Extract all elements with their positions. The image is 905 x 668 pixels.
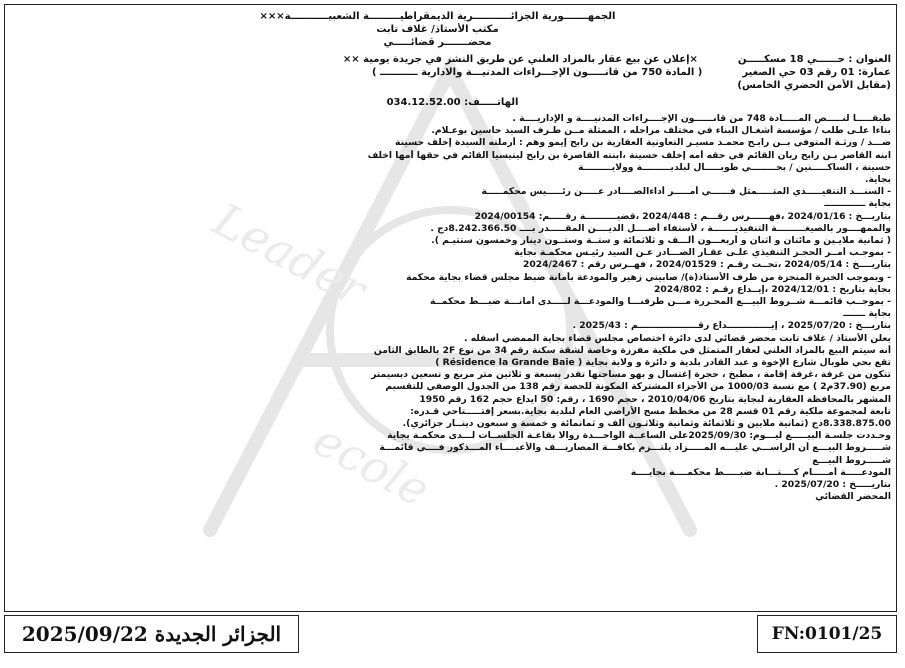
body-line: ضـــد / ورثـة المتوفي بــن رابـح محمـد مسيـر التعاونية العقارية بن رابح إيمو وهم : أرملته السيدة إخلف حسينة (395, 137, 891, 149)
body-line: - وبموجب الخبرة المنجزة من طرف الأستاذ(ة)/ صابيني زهير والمودعة بأمانة ضبط مجلس قضاء بجاية محكمة (406, 271, 891, 283)
body-line: طبقـــــا لنـــــص المـــــادة 748 من قانــــــون الإجــــراءات المدنيــــة و الإداريــــة . (512, 113, 891, 124)
body-line: تابعة لمجموعة ملكية رقم 01 قسم 28 من مخطط مسح الأراضي العام لبلدية بجاية.بسعر إفتـــــتاحي قـدره: (410, 405, 891, 417)
body-line: - بموجـب أمــر الحجـز التنفيذي علـى عقـار الصـــادر عـن السيد رئيـس محكمـة بجاية (514, 247, 891, 259)
newspaper-date-box: الجزائر الجديدة 2025/09/22 (4, 615, 299, 653)
svg-text:Leader: Leader (204, 192, 375, 317)
building-label: عمارة: 01 رقم 03 حي الصغير (742, 67, 891, 78)
body-line: ( ثمانية ملايـين و مائتان و اثنان و أربعـــون ألـــف و ثلاثمائة و ستــة وستــون دينار وخمسون سنتيـم ). (431, 235, 891, 247)
role-heading: محضـــــــر قضائـــــي (383, 37, 492, 48)
svg-text:ecole: ecole (304, 412, 439, 518)
body-line: بتاريـــخ : 2024/01/16 ،فهــــــرس رقـــم : 2024/448 ،قضيــــــــــة رقـــــم: 2024/00154 (474, 210, 891, 222)
phone-number: الهاتـــــف: 034.12.52.00 (386, 97, 519, 108)
body-line: بجاية. (864, 174, 891, 186)
signature-label: المحضر القضائي (815, 491, 891, 503)
notice-title: ×إعلان عن بيع عقار بالمزاد العلني عن طريق النشر في جريدة يومية ×× (342, 54, 698, 65)
address-row-2 (14, 66, 891, 79)
body-line: حسينة ، الساكـــــنين / بحــــــــي طوبـــــال لبلديـــــــــة وولايـــــــــة (577, 161, 891, 173)
body-line: بجاية ـــــــ (843, 308, 891, 320)
body-line: مربع (37.90م2 ) مع نسبة 1000/03 من الأجزاء المشتركة المكونة للحصة رقم 138 من الجدول الوصفي للتقسيم (385, 381, 891, 393)
body-line: وحـددت جلسـة البيـــــع ليـــوم: 2025/09/30على الساعــة الواحـــدة زوالا بقاعـة الجلســات لـــدى محكمـة بجاية (387, 430, 891, 442)
address-row (14, 53, 891, 66)
notice-document (14, 10, 891, 504)
body-line: بجاية بتاريخ : 2024/12/01 ،إيــداع رقـم : 2024/802 (653, 283, 891, 295)
body-line: تقع بحي طوبال شارع الإخوة و عبد القادر بلدية و دائرة و ولاية بجاية ( Résidence la Grande Baie ) (435, 357, 891, 369)
body-line: - بموجــب قائمـــة شــروط البيـــع المحـررة مـــن طرفنـــا والمودعـــة لـــــدى أمانـــة ضبـــط محكمــة (429, 296, 891, 308)
body-line: شـــــروط البيـــع أن الراســـي عليـــه المـــــزاد يلتـــزم بكافـــة المصاريـــف والأعبــــاء المـــذكور فــــي قائمـــة (379, 442, 891, 454)
body-line: بجاية ـــــــــــــ (824, 198, 891, 210)
body-line: تتكون من غرفة ،غرفة إقامة ، مطبخ ، حجرة إغتسال و بهو مساحتها تقدر بسبعة و ثلاثين متر مربع و تسعين ديسيمتر (371, 369, 891, 381)
body-line: أنه سيتم البيع بالمزاد العلني لعقار المتمثل في ملكية مفرزة وخاصة لشقة سكنة رقم 34 من نوع 2F بالطابق الثامن (373, 344, 891, 356)
body-line: المودعـــــة أمـــــام كــــتـــابة ضبـــــط محكمــــة بجايــــة (630, 466, 891, 478)
article-reference: ( المادة 750 من قانـــــون الإجـــراءات المدنيـــة والادارية ـــــــــــ ) (371, 67, 703, 78)
body-line: بتاريـــخ : 2025/07/20 ، إيــــــــــــــداع رقـــــــــــــــــــم : 2025/43 . (572, 320, 891, 332)
office-heading: مكتب الأستاذ/ غلاف تابت (376, 24, 499, 35)
body-line: يعلن الأستاذ / غلاف تابت محضر قضائي لدى دائرة اختصاص مجلس قضاء بجاية الممضي أسفله . (464, 332, 891, 344)
body-line: بتاريــــخ : 2024/05/14 ،تحــت رقـم : 2024/01529 ، فهــرس رقم : 2024/2467 (522, 259, 891, 271)
body-line: بناءا علـى طلب / مؤسسة أشغـال البناء في مختلف مراحله ، الممثلة مــن طـرف السيد حاسين بوعـلام. (431, 125, 891, 137)
body-line: والممهــــور بالصيغـــــــــة التنفيذيـــــــة ، لأستفاء أصــــل الديــــن المقـــــدر بــــ 8.242.366.50دج . (430, 222, 891, 234)
body-line: ابنه القاصر بـن رابح ريان القائم في حقه أمه إخلف حسينة ،ابنته القاصرة بن رابح ليتيسيا القائم في حقها أمها اخلف (367, 149, 891, 161)
footer (0, 615, 905, 663)
address-label: العنوان : حــــــي 18 مسكـــــن (737, 54, 891, 65)
body-line: بتاريـــــخ : 2025/07/20 . (774, 479, 891, 491)
court-note: (مقابل الأمن الحضري الخامس) (737, 80, 891, 91)
file-number-box: FN:0101/25 (757, 615, 897, 653)
body-line: - السنـــد التنفيـــــذي المتـــــمثل فــــــي أمـــــر أداءالصــــادر عـــــن رئـــــيس محكمـــــة (481, 186, 891, 198)
body-line: المشهر بالمحافظة العقارية لبجاية بتاريخ 2010/04/06 ، حجم 1690 ، رقم: 50 ايداع حجم 162 رقم 1950 (419, 393, 891, 405)
republic-heading: الجمهـــــــورية الجزائـــــــــــرية الديمقراطيـــــــــة الشعبيـــــــــــة××× (259, 11, 616, 22)
body-line: شـــــروط البيـــع (812, 454, 891, 466)
body-line: 8.338.875.00دج (ثمانية ملايين و ثلاثمائة وثمانية وثلاثـون ألف و ثمانمائة و خمسة و سبعون دينــار جزائري). (402, 418, 891, 430)
